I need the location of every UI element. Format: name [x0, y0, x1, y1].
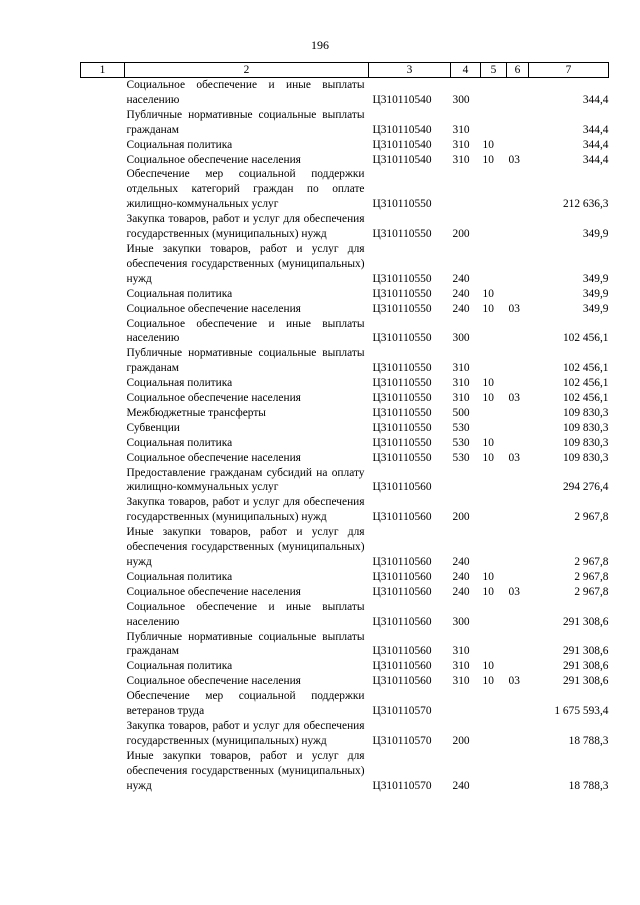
row-expense-type-cell: 530 — [452, 451, 470, 464]
row-index-cell — [81, 317, 125, 347]
table-row — [81, 212, 609, 242]
table-row — [81, 346, 609, 376]
row-index-cell — [81, 436, 125, 451]
row-amount-cell: 212 636,3 — [562, 198, 609, 211]
row-subsection-cell — [507, 421, 529, 436]
row-amount-cell: 291 308,6 — [562, 675, 609, 688]
table-header-row — [81, 63, 609, 78]
column-header-1: 1 — [81, 63, 125, 78]
row-index-cell — [81, 585, 125, 600]
column-header-4: 4 — [451, 63, 481, 78]
column-header-5: 5 — [481, 63, 507, 78]
row-code-cell: Ц310110540 — [372, 153, 432, 166]
row-subsection-cell — [507, 212, 529, 242]
row-section-cell — [481, 600, 507, 630]
page-number: 196 — [311, 38, 329, 52]
row-amount-cell: 109 830,3 — [562, 436, 609, 449]
row-subsection-cell — [507, 346, 529, 376]
row-index-cell — [81, 346, 125, 376]
row-index-cell — [81, 406, 125, 421]
row-section-cell — [481, 167, 507, 212]
row-code-cell: Ц310110570 — [372, 705, 432, 718]
row-name-cell: Социальная политика — [126, 377, 233, 390]
column-header-2: 2 — [125, 63, 369, 78]
row-name-cell: Межбюджетные трансферты — [126, 406, 266, 419]
row-subsection-cell — [507, 436, 529, 451]
row-expense-type-cell: 310 — [452, 362, 470, 375]
row-index-cell — [81, 659, 125, 674]
row-amount-cell: 109 830,3 — [562, 421, 609, 434]
row-section-cell — [481, 525, 507, 570]
row-expense-type-cell: 200 — [452, 511, 470, 524]
row-code-cell: Ц310110570 — [372, 779, 432, 792]
budget-table — [80, 62, 609, 794]
row-code-cell: Ц310110550 — [372, 302, 432, 315]
row-subsection-cell — [507, 406, 529, 421]
table-row — [81, 287, 609, 302]
row-section-cell: 10 — [482, 675, 494, 688]
table-row — [81, 406, 609, 421]
row-index-cell — [81, 212, 125, 242]
row-index-cell — [81, 749, 125, 794]
row-expense-type-cell — [451, 689, 481, 719]
row-subsection-cell — [507, 317, 529, 347]
row-name-cell: Закупка товаров, работ и услуг для обеспечения государственных (муниципальных) нужд — [126, 719, 365, 747]
row-index-cell — [81, 138, 125, 153]
table-row — [81, 466, 609, 496]
table-row — [81, 659, 609, 674]
row-amount-cell: 349,9 — [582, 228, 609, 241]
row-expense-type-cell: 240 — [452, 302, 470, 315]
row-index-cell — [81, 630, 125, 660]
row-subsection-cell — [507, 570, 529, 585]
row-subsection-cell — [507, 376, 529, 391]
row-name-cell: Закупка товаров, работ и услуг для обеспечения государственных (муниципальных) нужд — [126, 496, 365, 524]
row-subsection-cell — [507, 525, 529, 570]
row-section-cell — [481, 495, 507, 525]
row-name-cell: Социальное обеспечение населения — [126, 675, 301, 688]
row-expense-type-cell: 240 — [452, 779, 470, 792]
row-index-cell — [81, 421, 125, 436]
row-section-cell — [481, 78, 507, 108]
row-section-cell — [481, 749, 507, 794]
row-amount-cell: 291 308,6 — [562, 645, 609, 658]
row-subsection-cell — [507, 466, 529, 496]
row-code-cell: Ц310110550 — [372, 228, 432, 241]
row-expense-type-cell: 310 — [452, 138, 470, 151]
row-name-cell: Иные закупки товаров, работ и услуг для обеспечения государственных (муниципальных) нужд — [126, 242, 365, 285]
row-index-cell — [81, 674, 125, 689]
table-row — [81, 495, 609, 525]
row-index-cell — [81, 287, 125, 302]
row-index-cell — [81, 302, 125, 317]
row-code-cell: Ц310110550 — [372, 362, 432, 375]
table-row — [81, 570, 609, 585]
row-name-cell: Субвенции — [126, 421, 180, 434]
row-index-cell — [81, 376, 125, 391]
row-name-cell: Социальная политика — [126, 138, 233, 151]
row-amount-cell: 349,9 — [582, 272, 609, 285]
table-row — [81, 138, 609, 153]
row-expense-type-cell: 200 — [452, 228, 470, 241]
row-code-cell: Ц310110560 — [372, 645, 432, 658]
row-name-cell: Публичные нормативные социальные выплаты гражданам — [126, 108, 365, 136]
row-subsection-cell: 03 — [508, 392, 520, 405]
row-section-cell — [481, 630, 507, 660]
row-subsection-cell: 03 — [508, 451, 520, 464]
row-name-cell: Социальное обеспечение населения — [126, 302, 301, 315]
row-subsection-cell — [507, 78, 529, 108]
row-section-cell — [481, 346, 507, 376]
row-name-cell: Социальная политика — [126, 436, 233, 449]
row-subsection-cell: 03 — [508, 302, 520, 315]
row-subsection-cell: 03 — [508, 585, 520, 598]
table-row — [81, 689, 609, 719]
row-section-cell: 10 — [482, 436, 494, 449]
row-code-cell: Ц310110550 — [372, 198, 432, 211]
row-code-cell: Ц310110560 — [372, 660, 432, 673]
row-index-cell — [81, 600, 125, 630]
row-expense-type-cell: 300 — [452, 332, 470, 345]
row-expense-type-cell: 310 — [452, 392, 470, 405]
row-expense-type-cell: 240 — [452, 272, 470, 285]
row-section-cell — [481, 466, 507, 496]
row-subsection-cell — [507, 242, 529, 287]
row-section-cell: 10 — [482, 377, 494, 390]
row-subsection-cell — [507, 719, 529, 749]
row-code-cell: Ц310110550 — [372, 451, 432, 464]
row-name-cell: Социальное обеспечение населения — [126, 392, 301, 405]
row-name-cell: Публичные нормативные социальные выплаты гражданам — [126, 347, 365, 375]
table-row — [81, 317, 609, 347]
row-amount-cell: 109 830,3 — [562, 451, 609, 464]
row-subsection-cell — [507, 749, 529, 794]
row-name-cell: Социальная политика — [126, 287, 233, 300]
row-expense-type-cell: 300 — [452, 615, 470, 628]
row-subsection-cell — [507, 600, 529, 630]
row-subsection-cell — [507, 630, 529, 660]
row-code-cell: Ц310110560 — [372, 675, 432, 688]
row-name-cell: Обеспечение мер социальной поддержки отдельных категорий граждан по оплате жилищно-коммунальных услуг — [126, 168, 365, 211]
row-index-cell — [81, 108, 125, 138]
row-name-cell: Социальное обеспечение населения — [126, 451, 301, 464]
row-section-cell — [481, 406, 507, 421]
row-amount-cell: 2 967,8 — [574, 585, 609, 598]
table-row — [81, 167, 609, 212]
column-header-6: 6 — [507, 63, 529, 78]
row-name-cell: Закупка товаров, работ и услуг для обеспечения государственных (муниципальных) нужд — [126, 213, 365, 241]
row-name-cell: Социальная политика — [126, 570, 233, 583]
row-name-cell: Социальное обеспечение и иные выплаты населению — [126, 317, 365, 345]
row-code-cell: Ц310110550 — [372, 287, 432, 300]
table-row — [81, 674, 609, 689]
row-subsection-cell: 03 — [508, 153, 520, 166]
table-row — [81, 719, 609, 749]
row-section-cell — [481, 108, 507, 138]
row-subsection-cell — [507, 287, 529, 302]
row-subsection-cell — [507, 689, 529, 719]
table-row — [81, 600, 609, 630]
row-expense-type-cell: 310 — [452, 123, 470, 136]
row-code-cell: Ц310110570 — [372, 734, 432, 747]
row-index-cell — [81, 391, 125, 406]
table-row — [81, 391, 609, 406]
row-index-cell — [81, 495, 125, 525]
table-row — [81, 451, 609, 466]
row-index-cell — [81, 570, 125, 585]
table-row — [81, 242, 609, 287]
row-subsection-cell — [507, 659, 529, 674]
row-amount-cell: 2 967,8 — [574, 556, 609, 568]
table-row — [81, 78, 609, 108]
row-name-cell: Предоставление гражданам субсидий на оплату жилищно-коммунальных услуг — [126, 466, 365, 494]
row-amount-cell: 291 308,6 — [562, 615, 609, 628]
row-expense-type-cell: 530 — [452, 421, 470, 434]
row-code-cell: Ц310110550 — [372, 421, 432, 434]
row-subsection-cell: 03 — [508, 675, 520, 688]
row-amount-cell: 18 788,3 — [568, 779, 609, 792]
row-subsection-cell — [507, 138, 529, 153]
row-expense-type-cell: 310 — [452, 675, 470, 688]
row-subsection-cell — [507, 108, 529, 138]
row-amount-cell: 349,9 — [582, 302, 609, 315]
row-amount-cell: 18 788,3 — [568, 734, 609, 747]
row-amount-cell: 102 456,1 — [562, 332, 609, 345]
column-header-3: 3 — [369, 63, 451, 78]
row-name-cell: Социальное обеспечение и иные выплаты населению — [126, 600, 365, 628]
row-amount-cell: 344,4 — [582, 93, 609, 106]
row-expense-type-cell: 240 — [452, 556, 470, 568]
row-name-cell: Социальная политика — [126, 660, 233, 673]
row-amount-cell: 1 675 593,4 — [554, 705, 609, 718]
row-section-cell: 10 — [482, 138, 494, 151]
row-expense-type-cell: 530 — [452, 436, 470, 449]
row-amount-cell: 109 830,3 — [562, 406, 609, 419]
row-amount-cell: 294 276,4 — [562, 481, 609, 494]
row-section-cell — [481, 719, 507, 749]
row-section-cell — [481, 212, 507, 242]
row-code-cell: Ц310110550 — [372, 436, 432, 449]
row-code-cell: Ц310110560 — [372, 585, 432, 598]
row-section-cell — [481, 317, 507, 347]
row-name-cell: Публичные нормативные социальные выплаты гражданам — [126, 630, 365, 658]
row-code-cell: Ц310110550 — [372, 377, 432, 390]
row-expense-type-cell: 240 — [452, 287, 470, 300]
table-row — [81, 376, 609, 391]
row-section-cell — [481, 242, 507, 287]
row-code-cell: Ц310110540 — [372, 138, 432, 151]
row-expense-type-cell: 300 — [452, 93, 470, 106]
row-section-cell: 10 — [482, 451, 494, 464]
table-row — [81, 153, 609, 168]
row-amount-cell: 349,9 — [582, 287, 609, 300]
row-section-cell: 10 — [482, 660, 494, 673]
row-expense-type-cell: 240 — [452, 585, 470, 598]
row-expense-type-cell: 240 — [452, 570, 470, 583]
row-name-cell: Социальное обеспечение населения — [126, 585, 301, 598]
row-index-cell — [81, 78, 125, 108]
row-code-cell: Ц310110540 — [372, 123, 432, 136]
row-amount-cell: 344,4 — [582, 153, 609, 166]
row-amount-cell: 344,4 — [582, 138, 609, 151]
table-row — [81, 749, 609, 794]
row-code-cell: Ц310110560 — [372, 556, 432, 568]
row-amount-cell: 291 308,6 — [562, 660, 609, 673]
column-header-7: 7 — [529, 63, 609, 78]
row-section-cell — [481, 421, 507, 436]
row-expense-type-cell — [451, 466, 481, 496]
row-index-cell — [81, 719, 125, 749]
table-row — [81, 108, 609, 138]
table-row — [81, 421, 609, 436]
table-row — [81, 436, 609, 451]
table-row — [81, 630, 609, 660]
row-name-cell: Социальное обеспечение населения — [126, 153, 301, 166]
row-code-cell: Ц310110560 — [372, 615, 432, 628]
row-code-cell: Ц310110550 — [372, 392, 432, 405]
row-section-cell: 10 — [482, 302, 494, 315]
row-name-cell: Иные закупки товаров, работ и услуг для обеспечения государственных (муниципальных) нужд — [126, 749, 365, 792]
row-expense-type-cell — [451, 167, 481, 212]
row-amount-cell: 102 456,1 — [562, 392, 609, 405]
row-subsection-cell — [507, 167, 529, 212]
row-code-cell: Ц310110540 — [372, 93, 432, 106]
table-body — [81, 78, 609, 794]
row-amount-cell: 2 967,8 — [574, 570, 609, 583]
row-code-cell: Ц310110560 — [372, 511, 432, 524]
row-subsection-cell — [507, 495, 529, 525]
row-code-cell: Ц310110550 — [372, 406, 432, 419]
row-amount-cell: 102 456,1 — [562, 362, 609, 375]
table-row — [81, 302, 609, 317]
row-amount-cell: 2 967,8 — [574, 511, 609, 524]
row-index-cell — [81, 451, 125, 466]
row-index-cell — [81, 242, 125, 287]
row-code-cell: Ц310110550 — [372, 272, 432, 285]
row-expense-type-cell: 200 — [452, 734, 470, 747]
row-index-cell — [81, 153, 125, 168]
row-name-cell: Иные закупки товаров, работ и услуг для обеспечения государственных (муниципальных) нужд — [126, 526, 365, 568]
row-section-cell — [481, 689, 507, 719]
row-amount-cell: 102 456,1 — [562, 377, 609, 390]
table-row — [81, 525, 609, 570]
row-index-cell — [81, 689, 125, 719]
row-code-cell: Ц310110550 — [372, 332, 432, 345]
row-index-cell — [81, 525, 125, 570]
row-code-cell: Ц310110560 — [372, 481, 432, 494]
row-amount-cell: 344,4 — [582, 123, 609, 136]
row-expense-type-cell: 310 — [452, 645, 470, 658]
row-section-cell: 10 — [482, 287, 494, 300]
row-index-cell — [81, 466, 125, 496]
row-section-cell: 10 — [482, 570, 494, 583]
row-expense-type-cell: 310 — [452, 660, 470, 673]
row-expense-type-cell: 500 — [452, 406, 470, 419]
table-row — [81, 585, 609, 600]
row-expense-type-cell: 310 — [452, 153, 470, 166]
row-name-cell: Обеспечение мер социальной поддержки ветеранов труда — [126, 690, 365, 718]
row-section-cell: 10 — [482, 153, 494, 166]
row-section-cell: 10 — [482, 392, 494, 405]
row-code-cell: Ц310110560 — [372, 570, 432, 583]
row-name-cell: Социальное обеспечение и иные выплаты населению — [126, 79, 365, 106]
row-expense-type-cell: 310 — [452, 377, 470, 390]
row-index-cell — [81, 167, 125, 212]
row-section-cell: 10 — [482, 585, 494, 598]
